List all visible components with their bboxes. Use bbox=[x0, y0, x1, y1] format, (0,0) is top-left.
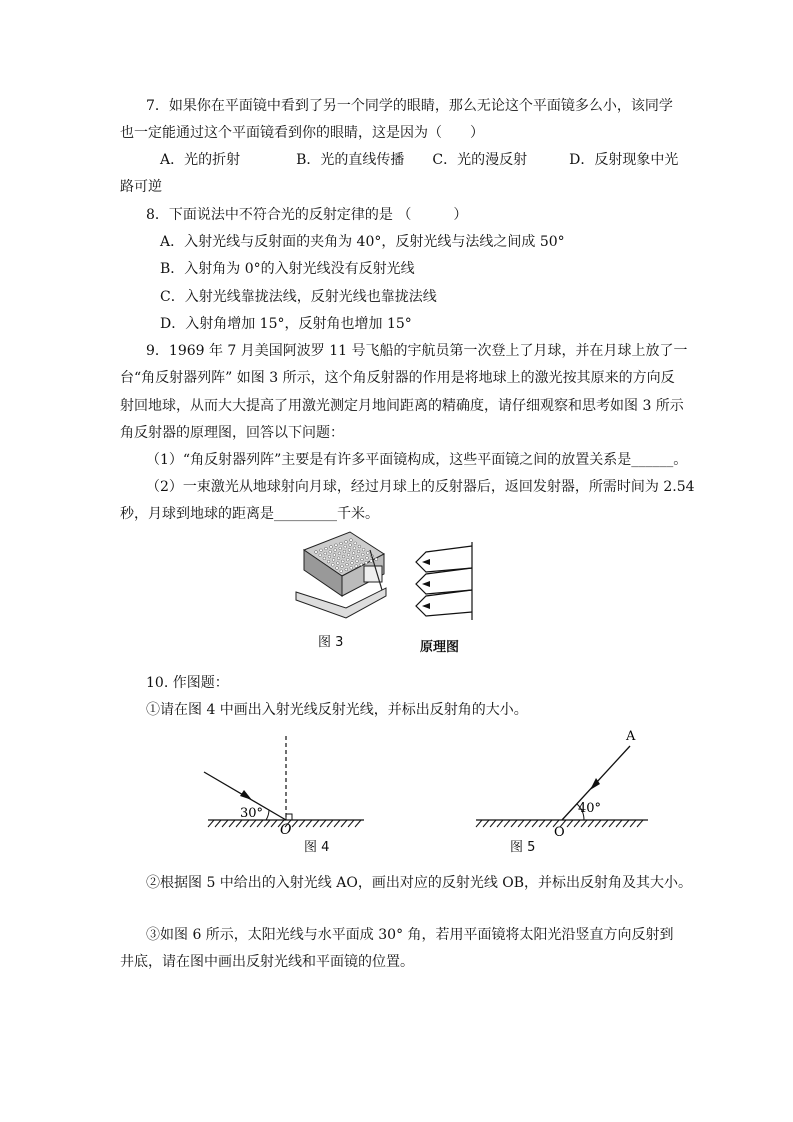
reflector-cell bbox=[351, 557, 354, 560]
reflector-cell bbox=[340, 570, 343, 573]
reflector-cell bbox=[337, 557, 340, 560]
hatch-mark bbox=[525, 820, 531, 827]
reflector-cell bbox=[356, 555, 359, 558]
figure-5-angle-label: 40° bbox=[578, 801, 602, 816]
hatch-mark bbox=[264, 820, 270, 827]
reflector-cell bbox=[340, 542, 343, 545]
q10-title: 10. 作图题： bbox=[146, 675, 229, 691]
hatch-mark bbox=[497, 820, 503, 827]
figure-5-caption: 图 5 bbox=[510, 840, 536, 855]
hatch-mark bbox=[341, 820, 347, 827]
hatch-mark bbox=[581, 820, 587, 827]
principle-diagram bbox=[408, 538, 478, 622]
reflector-cell bbox=[354, 542, 357, 545]
reflector-cell bbox=[320, 549, 323, 552]
figure-4-diagram bbox=[200, 734, 370, 838]
reflector-cell bbox=[315, 551, 318, 554]
reflector-cell bbox=[358, 545, 361, 548]
hatch-mark bbox=[236, 820, 242, 827]
reflector-cell bbox=[353, 547, 356, 550]
figure-5-point-a: A bbox=[626, 729, 636, 744]
reflector-cell bbox=[328, 555, 331, 558]
reflector-cell bbox=[366, 556, 369, 559]
hatch-mark bbox=[327, 820, 333, 827]
q9-line4: 角反射器的原理图，回答以下问题： bbox=[120, 425, 344, 441]
q8-stem: 8．下面说法中不符合光的反射定律的是 （ ） bbox=[146, 207, 468, 223]
q10-item2: ②根据图 5 中给出的入射光线 AO，画出对应的反射光线 OB，并标出反射角及其大小。 bbox=[146, 875, 693, 891]
reflector-cell bbox=[365, 561, 368, 564]
hatch-mark bbox=[243, 820, 249, 827]
hatch-mark bbox=[574, 820, 580, 827]
reflector-cell bbox=[347, 553, 350, 556]
reflector-cell bbox=[332, 559, 335, 562]
reflector-cell bbox=[331, 563, 334, 566]
reflector-cell bbox=[325, 547, 328, 550]
reflector-cell bbox=[362, 548, 365, 551]
hatch-mark bbox=[546, 820, 552, 827]
hatch-mark bbox=[320, 820, 326, 827]
figure-3-caption: 图 3 bbox=[318, 635, 344, 650]
q9-sub2: （2）一束激光从地球射向月球，经过月球上的反射器后，返回发射器，所需时间为 2.54 bbox=[146, 479, 695, 495]
reflector-cell bbox=[355, 565, 358, 568]
reflector-cell bbox=[319, 554, 322, 557]
reflector-cell bbox=[327, 560, 330, 563]
figure-5-diagram bbox=[472, 726, 652, 840]
q9-sub2b: 秒，月球到地球的距离是_________千米。 bbox=[120, 506, 379, 522]
reflector-cell bbox=[335, 544, 338, 547]
reflector-cell bbox=[341, 565, 344, 568]
q8-option-c: C．入射光线靠拢法线，反射光线也靠拢法线 bbox=[160, 289, 437, 305]
hatch-mark bbox=[483, 820, 489, 827]
figure-5-point-o: O bbox=[554, 825, 565, 840]
q7-options: A．光的折射 B．光的直线传播 C．光的漫反射 D．反射现象中光 bbox=[160, 152, 679, 168]
reflector-cell bbox=[352, 552, 355, 555]
reflector-cell bbox=[360, 563, 363, 566]
reflector-cell bbox=[350, 539, 353, 542]
q9-line2: 台“角反射器列阵” 如图 3 所示，这个角反射器的作用是将地球上的激光按其原来的方向反 bbox=[120, 370, 675, 386]
reflector-cell bbox=[324, 552, 327, 555]
reflector-cell bbox=[345, 568, 348, 571]
reflector-cell bbox=[357, 550, 360, 553]
reflector-cell bbox=[323, 557, 326, 560]
reflector-cell bbox=[375, 558, 378, 561]
reflector-cell bbox=[361, 558, 364, 561]
reflector-cell bbox=[329, 550, 332, 553]
hatch-mark bbox=[539, 820, 545, 827]
reflector-cell bbox=[339, 547, 342, 550]
hatch-mark bbox=[476, 820, 482, 827]
reflector-cell bbox=[344, 545, 347, 548]
hatch-mark bbox=[313, 820, 319, 827]
hatch-mark bbox=[623, 820, 629, 827]
hatch-mark bbox=[250, 820, 256, 827]
reflector-cell bbox=[336, 562, 339, 565]
reflector-cell bbox=[343, 550, 346, 553]
q8-option-b: B．入射角为 0°的入射光线没有反射光线 bbox=[160, 261, 415, 277]
reflector-cell bbox=[348, 549, 351, 552]
reflector-cell bbox=[333, 554, 336, 557]
hatch-mark bbox=[504, 820, 510, 827]
q10-item3-line2: 井底，请在图中画出反射光线和平面镜的位置。 bbox=[120, 954, 414, 970]
hatch-mark bbox=[518, 820, 524, 827]
retroreflector-array-image bbox=[286, 530, 396, 622]
reflector-cell bbox=[349, 544, 352, 547]
hatch-mark bbox=[490, 820, 496, 827]
hatch-mark bbox=[630, 820, 636, 827]
reflector-cell bbox=[361, 553, 364, 556]
reflector-cell bbox=[346, 558, 349, 561]
hatch-mark bbox=[299, 820, 305, 827]
reflector-cell bbox=[366, 552, 369, 555]
q9-line1: 9．1969 年 7 月美国阿波罗 11 号飞船的宇航员第一次登上了月球，并在月球上放了一 bbox=[146, 343, 688, 359]
reflector-cell bbox=[346, 563, 349, 566]
hatch-mark bbox=[588, 820, 594, 827]
q8-option-d: D．入射角增加 15°，反射角也增加 15° bbox=[160, 316, 412, 332]
reflector-cell bbox=[370, 560, 373, 563]
hatch-mark bbox=[222, 820, 228, 827]
q7-line4: 路可逆 bbox=[120, 179, 162, 195]
hatch-mark bbox=[334, 820, 340, 827]
q10-item3-line1: ③如图 6 所示，太阳光线与水平面成 30° 角，若用平面镜将太阳光沿竖直方向反射到 bbox=[146, 927, 674, 943]
reflector-cell bbox=[338, 552, 341, 555]
q9-line3: 射回地球，从而大大提高了用激光测定月地间距离的精确度，请仔细观察和思考如图 3 所示 bbox=[120, 398, 684, 414]
hatch-mark bbox=[257, 820, 263, 827]
hatch-mark bbox=[208, 820, 214, 827]
q7-line1: 7．如果你在平面镜中看到了另一个同学的眼睛，那么无论这个平面镜多么小，该同学 bbox=[146, 98, 673, 114]
hatch-mark bbox=[602, 820, 608, 827]
hatch-mark bbox=[595, 820, 601, 827]
hatch-mark bbox=[511, 820, 517, 827]
hatch-mark bbox=[215, 820, 221, 827]
hatch-mark bbox=[292, 820, 298, 827]
reflector-cell bbox=[351, 562, 354, 565]
figure-4-angle-label: 30° bbox=[240, 806, 264, 821]
reflector-cell bbox=[342, 555, 345, 558]
q10-item1: ①请在图 4 中画出入射光线反射光线，并标出反射角的大小。 bbox=[146, 702, 528, 718]
figure-4-caption: 图 4 bbox=[304, 840, 330, 855]
hatch-mark bbox=[532, 820, 538, 827]
reflector-cell bbox=[341, 560, 344, 563]
figure-4-point-o: O bbox=[280, 822, 292, 838]
reflector-cell bbox=[330, 546, 333, 549]
hatch-mark bbox=[306, 820, 312, 827]
q7-line2: 也一定能通过这个平面镜看到你的眼睛，这是因为（ ） bbox=[120, 125, 484, 141]
q9-sub1: （1）“角反射器列阵”主要是有许多平面镜构成，这些平面镜之间的放置关系是______。 bbox=[146, 452, 688, 468]
principle-diagram-caption: 原理图 bbox=[420, 640, 460, 655]
reflector-cell bbox=[345, 540, 348, 543]
q8-option-a: A．入射光线与反射面的夹角为 40°，反射光线与法线之间成 50° bbox=[160, 234, 565, 250]
hatch-mark bbox=[271, 820, 277, 827]
hatch-mark bbox=[229, 820, 235, 827]
reflector-cell bbox=[356, 560, 359, 563]
hatch-mark bbox=[616, 820, 622, 827]
reflector-cell bbox=[334, 549, 337, 552]
hatch-mark bbox=[609, 820, 615, 827]
reflector-cell bbox=[350, 566, 353, 569]
hatch-mark bbox=[355, 820, 361, 827]
hatch-mark bbox=[567, 820, 573, 827]
hatch-mark bbox=[348, 820, 354, 827]
reflector-cell bbox=[336, 567, 339, 570]
hatch-mark bbox=[637, 820, 643, 827]
